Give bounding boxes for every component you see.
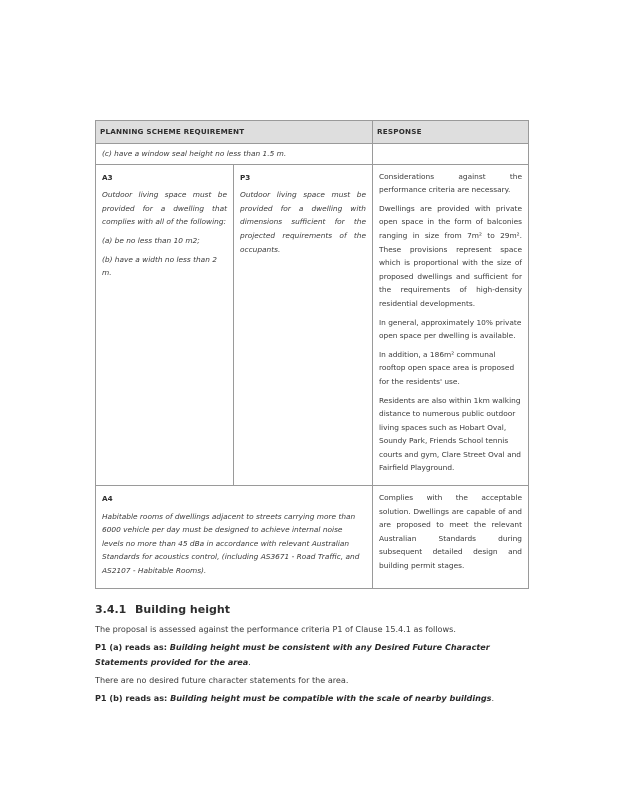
a4-code: A4 [102, 494, 113, 504]
a3-paragraph: Outdoor living space must be provided for a dwelling that complies with all of the following: [102, 190, 227, 227]
a4-paragraph: Habitable rooms of dwellings adjacent to streets carrying more than 6000 vehicle per day must be designed to achieve internal noise levels no more than 45 dBa in accordance with relevant Australian Standards for acoustics control, (including AS3671 - Road Traffic, and AS2107 - Habitable Rooms). [102, 511, 360, 576]
a4-cell [96, 486, 373, 589]
planning-requirements-table [95, 120, 529, 589]
p1a-paragraph [95, 640, 529, 669]
section-heading [95, 603, 230, 616]
a3-item-a: (a) be no less than 10 m2; [102, 235, 200, 245]
response-paragraph: Considerations against the performance criteria are necessary. [379, 171, 522, 195]
response-paragraph: Residents are also within 1km walking distance to numerous public outdoor living spaces such as Hobart Oval, Soundy Park, Friends School tennis courts and gym, Clare Street Oval and Fairfield Playground. [379, 395, 521, 473]
section-title: Building height [135, 603, 230, 616]
p3-cell [234, 164, 373, 485]
a4-response-cell [373, 486, 529, 589]
a3-response-cell [373, 164, 529, 485]
response-paragraph: In general, approximately 10% private open space per dwelling is available. [379, 317, 522, 341]
intro-paragraph: The proposal is assessed against the performance criteria P1 of Clause 15.4.1 as follows. [95, 624, 456, 634]
no-desired-paragraph: There are no desired future character statements for the area. [95, 675, 349, 685]
p1b-end: . [491, 693, 495, 703]
row0-text: (c) have a window seal height no less than 1.5 m. [102, 149, 287, 158]
table-row [96, 144, 529, 165]
p3-code: P3 [240, 172, 251, 182]
table-row-a4 [96, 486, 529, 589]
table-row-a3 [96, 164, 529, 485]
table-header-row [96, 121, 529, 144]
response-paragraph: Dwellings are provided with private open space in the form of balconies ranging in size from 7m² to 29m². These provisions represent space which is proportional with the size of proposed dwellings and sufficient for the requirements of high-density residential developments. [379, 203, 522, 308]
p1b-paragraph [95, 691, 529, 706]
p3-paragraph: Outdoor living space must be provided for a dwelling with dimensions sufficient for the projected requirements of the occupants. [240, 190, 366, 254]
response-paragraph: Complies with the acceptable solution. Dwellings are capable of and are proposed to meet the relevant Australian Standards during subsequent detailed design and building permit stages. [379, 493, 522, 571]
response-cell [373, 144, 529, 165]
header-requirement: PLANNING SCHEME REQUIREMENT [96, 121, 373, 144]
section-number: 3.4.1 [95, 603, 127, 616]
a3-cell [96, 164, 234, 485]
header-response: RESPONSE [373, 121, 529, 144]
requirement-cell [96, 144, 373, 165]
p1b-label: P1 (b) reads as: [95, 693, 171, 703]
p1a-end: . [248, 656, 251, 667]
a3-item-b: (b) have a width no less than 2 m. [102, 254, 217, 278]
p1a-label: P1 (a) reads as: [95, 642, 170, 652]
a3-code: A3 [102, 172, 113, 182]
response-paragraph: In addition, a 186m² communal rooftop open space area is proposed for the residents' use. [379, 349, 515, 386]
p1b-text: Building height must be compatible with the scale of nearby buildings [170, 693, 492, 703]
p1a-text: Building height must be consistent with any Desired Future Character Statements provided for the area [95, 642, 490, 667]
